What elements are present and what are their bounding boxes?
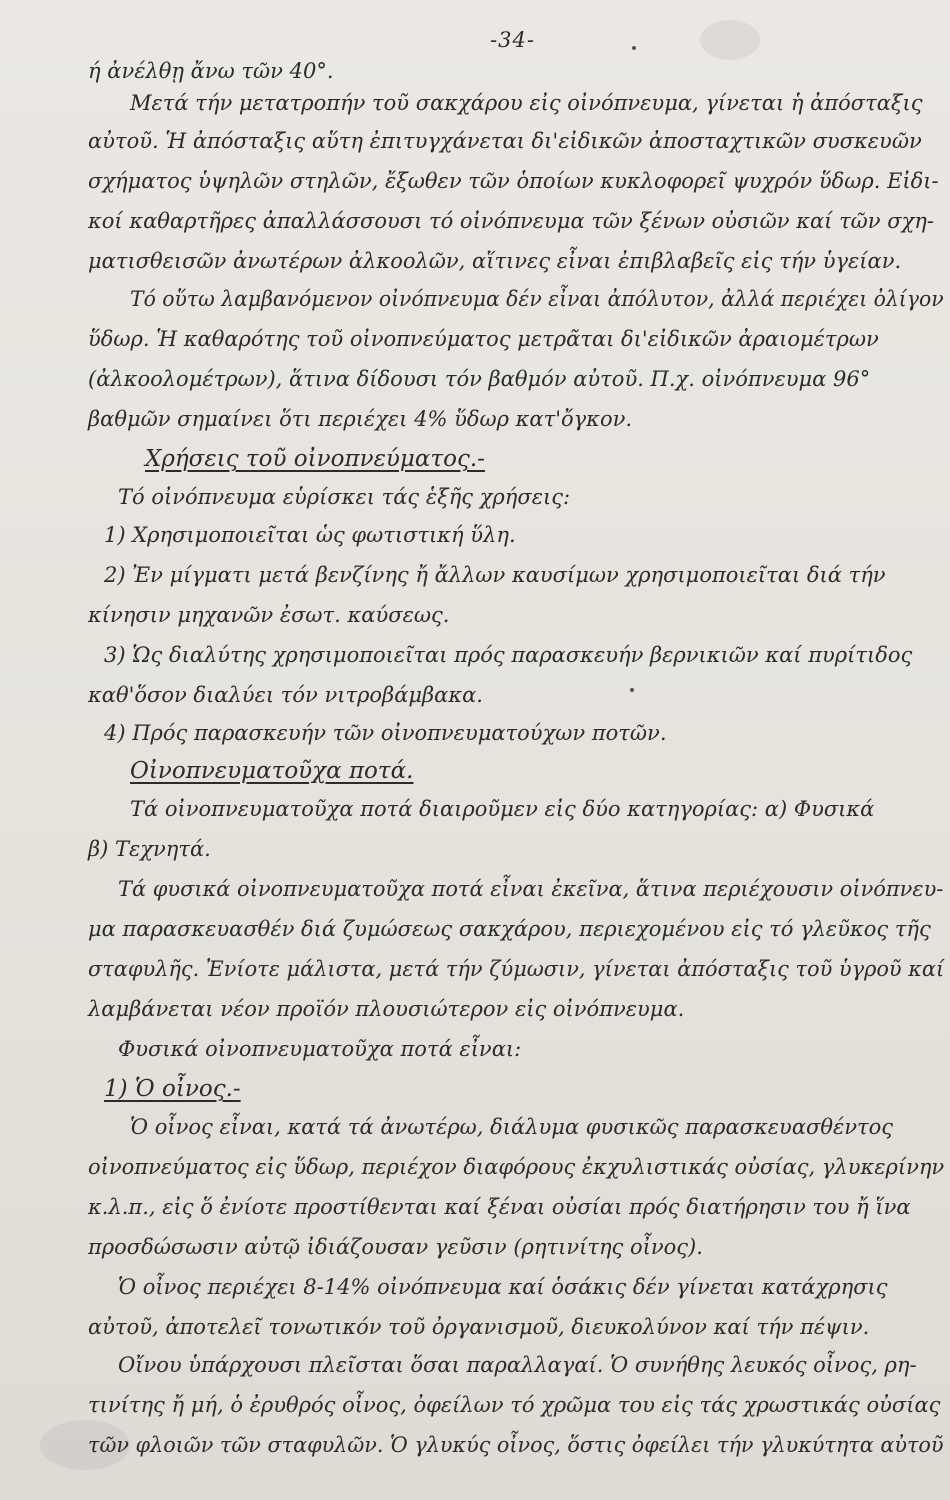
text-line: β) Τεχνητά.	[88, 837, 211, 861]
page-number: -34-	[490, 28, 535, 52]
text-line: βαθμῶν σημαίνει ὅτι περιέχει 4% ὕδωρ κατ'ὄγκον.	[88, 407, 633, 431]
text-line: Τό οἰνόπνευμα εὑρίσκει τάς ἑξῆς χρήσεις:	[118, 485, 571, 509]
text-line: (ἀλκοολομέτρων), ἅτινα δίδουσι τόν βαθμόν αὐτοῦ. Π.χ. οἰνόπνευμα 96°	[88, 367, 871, 391]
text-line: 3) Ὡς διαλύτης χρησιμοποιεῖται πρός παρασκευήν βερνικιῶν καί πυρίτιδος	[104, 643, 913, 667]
section-heading: Χρήσεις τοῦ οἰνοπνεύματος.-	[145, 446, 485, 472]
text-line: Τά οἰνοπνευματοῦχα ποτά διαιροῦμεν εἰς δύο κατηγορίας: α) Φυσικά	[130, 797, 875, 821]
text-line: Ὁ οἶνος εἶναι, κατά τά ἀνωτέρω, διάλυμα φυσικῶς παρασκευασθέντος	[130, 1115, 894, 1139]
text-line: Τό οὕτω λαμβανόμενον οἰνόπνευμα δέν εἶναι ἀπόλυτον, ἀλλά περιέχει ὀλίγον	[130, 287, 944, 311]
text-line: κοί καθαρτῆρες ἀπαλλάσσουσι τό οἰνόπνευμα τῶν ξένων οὐσιῶν καί τῶν σχη-	[88, 209, 934, 233]
text-line: μα παρασκευασθέν διά ζυμώσεως σακχάρου, περιεχομένου εἰς τό γλεῦκος τῆς	[88, 917, 931, 941]
text-line: Φυσικά οἰνοπνευματοῦχα ποτά εἶναι:	[118, 1037, 522, 1061]
text-line: ὕδωρ. Ἡ καθαρότης τοῦ οἰνοπνεύματος μετρᾶται δι'εἰδικῶν ἀραιομέτρων	[88, 327, 879, 351]
ink-dot	[630, 688, 634, 692]
text-line: ή ἀνέλθῃ ἄνω τῶν 40°.	[88, 59, 334, 83]
text-line: προσδώσωσιν αὐτῷ ἰδιάζουσαν γεῦσιν (ρητινίτης οἶνος).	[88, 1235, 703, 1259]
ink-dot	[632, 46, 636, 50]
text-line: τῶν φλοιῶν τῶν σταφυλῶν. Ὁ γλυκύς οἶνος, ὅστις ὀφείλει τήν γλυκύτητα αὐτοῦ	[88, 1433, 944, 1457]
text-line: Οἴνου ὑπάρχουσι πλεῖσται ὅσαι παραλλαγαί. Ὁ συνήθης λευκός οἶνος, ρη-	[118, 1353, 917, 1377]
text-line: αὐτοῦ. Ἡ ἀπόσταξις αὕτη ἐπιτυγχάνεται δι'εἰδικῶν ἀποσταχτικῶν συσκευῶν	[88, 129, 922, 153]
section-heading: Οἰνοπνευματοῦχα ποτά.	[130, 758, 414, 784]
text-line: οἰνοπνεύματος εἰς ὕδωρ, περιέχον διαφόρους ἐκχυλιστικάς οὐσίας, γλυκερίνην	[88, 1155, 945, 1179]
text-line: 4) Πρός παρασκευήν τῶν οἰνοπνευματούχων ποτῶν.	[104, 721, 667, 745]
paper-smudge	[700, 20, 760, 60]
text-line: σχήματος ὑψηλῶν στηλῶν, ἔξωθεν τῶν ὁποίων κυκλοφορεῖ ψυχρόν ὕδωρ. Εἰδι-	[88, 169, 939, 193]
text-line: 1) Χρησιμοποιεῖται ὡς φωτιστική ὕλη.	[104, 523, 516, 547]
text-line: ματισθεισῶν ἀνωτέρων ἀλκοολῶν, αἵτινες εἶναι ἐπιβλαβεῖς εἰς τήν ὑγείαν.	[88, 249, 902, 273]
text-line: κ.λ.π., εἰς ὅ ἐνίοτε προστίθενται καί ξέναι οὐσίαι πρός διατήρησιν του ἤ ἵνα	[88, 1195, 911, 1219]
text-line: τινίτης ἤ μή, ὁ ἐρυθρός οἶνος, ὀφείλων τό χρῶμα του εἰς τάς χρωστικάς οὐσίας	[88, 1393, 941, 1417]
text-line: σταφυλῆς. Ἐνίοτε μάλιστα, μετά τήν ζύμωσιν, γίνεται ἀπόσταξις τοῦ ὑγροῦ καί	[88, 957, 945, 981]
text-line: Ὁ οἶνος περιέχει 8-14% οἰνόπνευμα καί ὁσάκις δέν γίνεται κατάχρησις	[118, 1275, 888, 1299]
text-line: καθ'ὅσον διαλύει τόν νιτροβάμβακα.	[88, 683, 483, 707]
text-line: αὐτοῦ, ἀποτελεῖ τονωτικόν τοῦ ὀργανισμοῦ, διευκολύνον καί τήν πέψιν.	[88, 1315, 870, 1339]
text-line: κίνησιν μηχανῶν ἐσωτ. καύσεως.	[88, 603, 450, 627]
section-heading: 1) Ὁ οἶνος.-	[104, 1076, 241, 1102]
text-line: λαμβάνεται νέον προϊόν πλουσιώτερον εἰς οἰνόπνευμα.	[88, 997, 685, 1021]
text-line: 2) Ἐν μίγματι μετά βενζίνης ἤ ἄλλων καυσίμων χρησιμοποιεῖται διά τήν	[104, 563, 886, 587]
text-line: Μετά τήν μετατροπήν τοῦ σακχάρου εἰς οἰνόπνευμα, γίνεται ἡ ἀπόσταξις	[130, 91, 923, 115]
text-line: Τά φυσικά οἰνοπνευματοῦχα ποτά εἶναι ἐκεῖνα, ἅτινα περιέχουσιν οἰνόπνευ-	[118, 877, 944, 901]
